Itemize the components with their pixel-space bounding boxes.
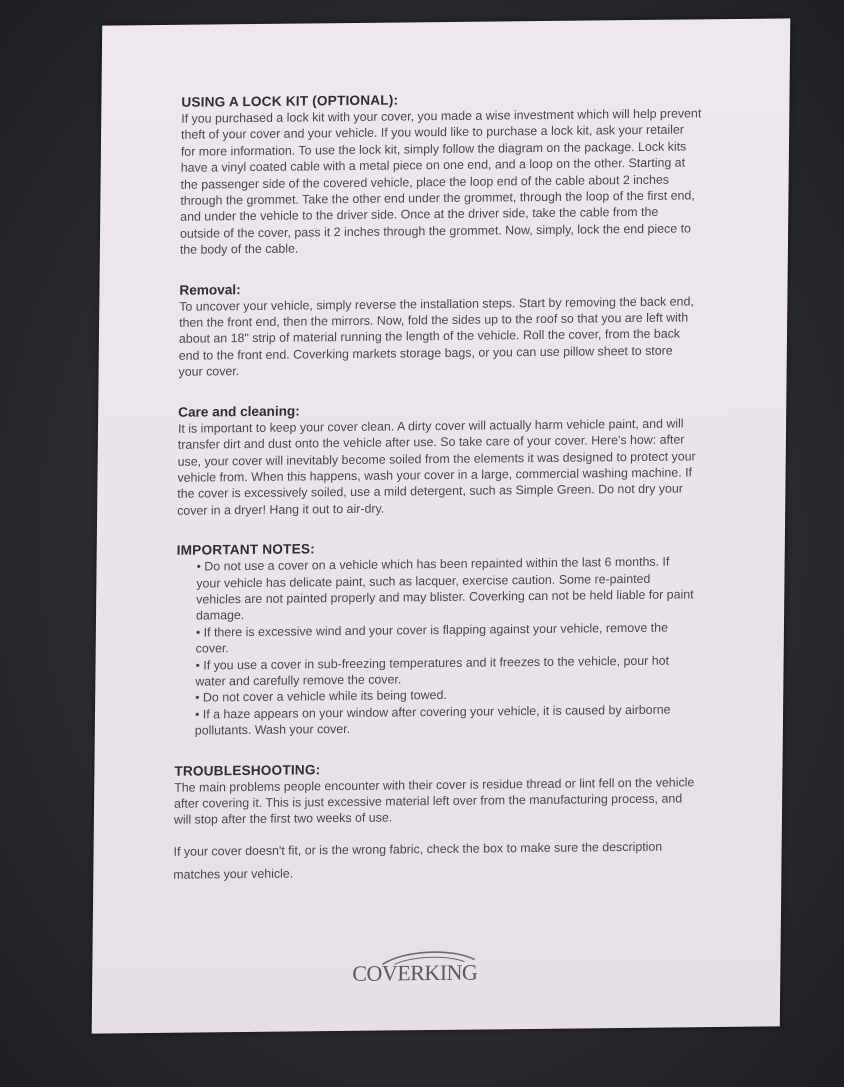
care-heading: Care and cleaning: [178, 403, 300, 420]
troubleshooting-heading: TROUBLESHOOTING: [174, 761, 321, 779]
lock-kit-section [180, 89, 702, 258]
notes-heading: IMPORTANT NOTES: [176, 541, 315, 558]
care-body: It is important to keep your cover clean. A dirty cover will actually harm vehicle paint, and will transfer dirt and dust onto the vehicle after use. So take care of your cover. Here's how: after use, your cover will inevitably become soiled from the elements it was designed to protect your vehicle from. When this happens, wash your cover in a large, commercial washing machine. If the cover is excessively soiled, use a mild detergent, such as Simple Green. Do not dry your cover in a dryer! Hang it out to air-dry. [177, 416, 696, 518]
logo-wordmark: COVERKING [352, 959, 478, 986]
removal-heading: Removal: [179, 281, 241, 298]
note-item: • If you use a cover in sub-freezing temperatures and it freezes to the vehicle, pour hot water and carefully remove the cover. [195, 653, 670, 689]
sheet-content [173, 89, 702, 910]
lock-kit-body: If you purchased a lock kit with your cover, you made a wise investment which will help prevent theft of your cover and your vehicle. If you would like to purchase a lock kit, ask your retailer for more information. To use the lock kit, simply follow the diagram on the package. Lock kits have a vinyl coated cable with a metal piece on one end, and a loop on the other. Starting at the passenger side of the covered vehicle, place the loop end of the cable about 2 inches through the grommet. Take the other end under the grommet, through the loop of the first end, and under the vehicle to the driver side. Once at the driver side, take the cable from the outside of the cover, pass it 2 inches through the grommet. Now, simply, lock the end piece to the body of the cable. [179, 106, 702, 258]
note-item: • If a haze appears on your window after covering your vehicle, it is caused by airborne pollutants. Wash your cover. [194, 702, 671, 738]
removal-body: To uncover your vehicle, simply reverse the installation steps. Start by removing the back end, then the front end, then the mirrors. Now, fold the sides up to the roof so that you are left with about an 18" strip of material running the length of the vehicle. Roll the cover, from the back end to the front end. Coverking markets storage bags, or you can use pillow sheet to store your cover. [178, 294, 694, 380]
notes-list [195, 553, 697, 739]
fit-note: If your cover doesn't fit, or is the wrong fabric, check the box to make sure the description matches your vehicle. [173, 839, 663, 882]
instruction-sheet [92, 18, 791, 1033]
note-item: • If there is excessive wind and your cover is flapping against your vehicle, remove the cover. [195, 620, 669, 656]
coverking-logo [342, 943, 513, 995]
care-section [177, 399, 698, 519]
lock-kit-heading: USING A LOCK KIT (OPTIONAL): [181, 92, 399, 110]
notes-section [175, 537, 697, 739]
removal-section [179, 277, 700, 380]
troubleshooting-section [173, 758, 694, 887]
note-item: • Do not cover a vehicle while its being towed. [195, 688, 447, 705]
note-item: • Do not use a cover on a vehicle which has been repainted within the last 6 months. If your vehicle has delicate paint, such as lacquer, exercise caution. Some re-painted vehicles are not painted properly and may blister. Coverking can not be held liable for paint damage. [195, 554, 694, 623]
troubleshooting-body: The main problems people encounter with their cover is residue thread or lint fell on the vehicle after covering it. This is just excessive material left over from the manufacturing process, and will stop after the first two weeks of use. [173, 774, 695, 828]
